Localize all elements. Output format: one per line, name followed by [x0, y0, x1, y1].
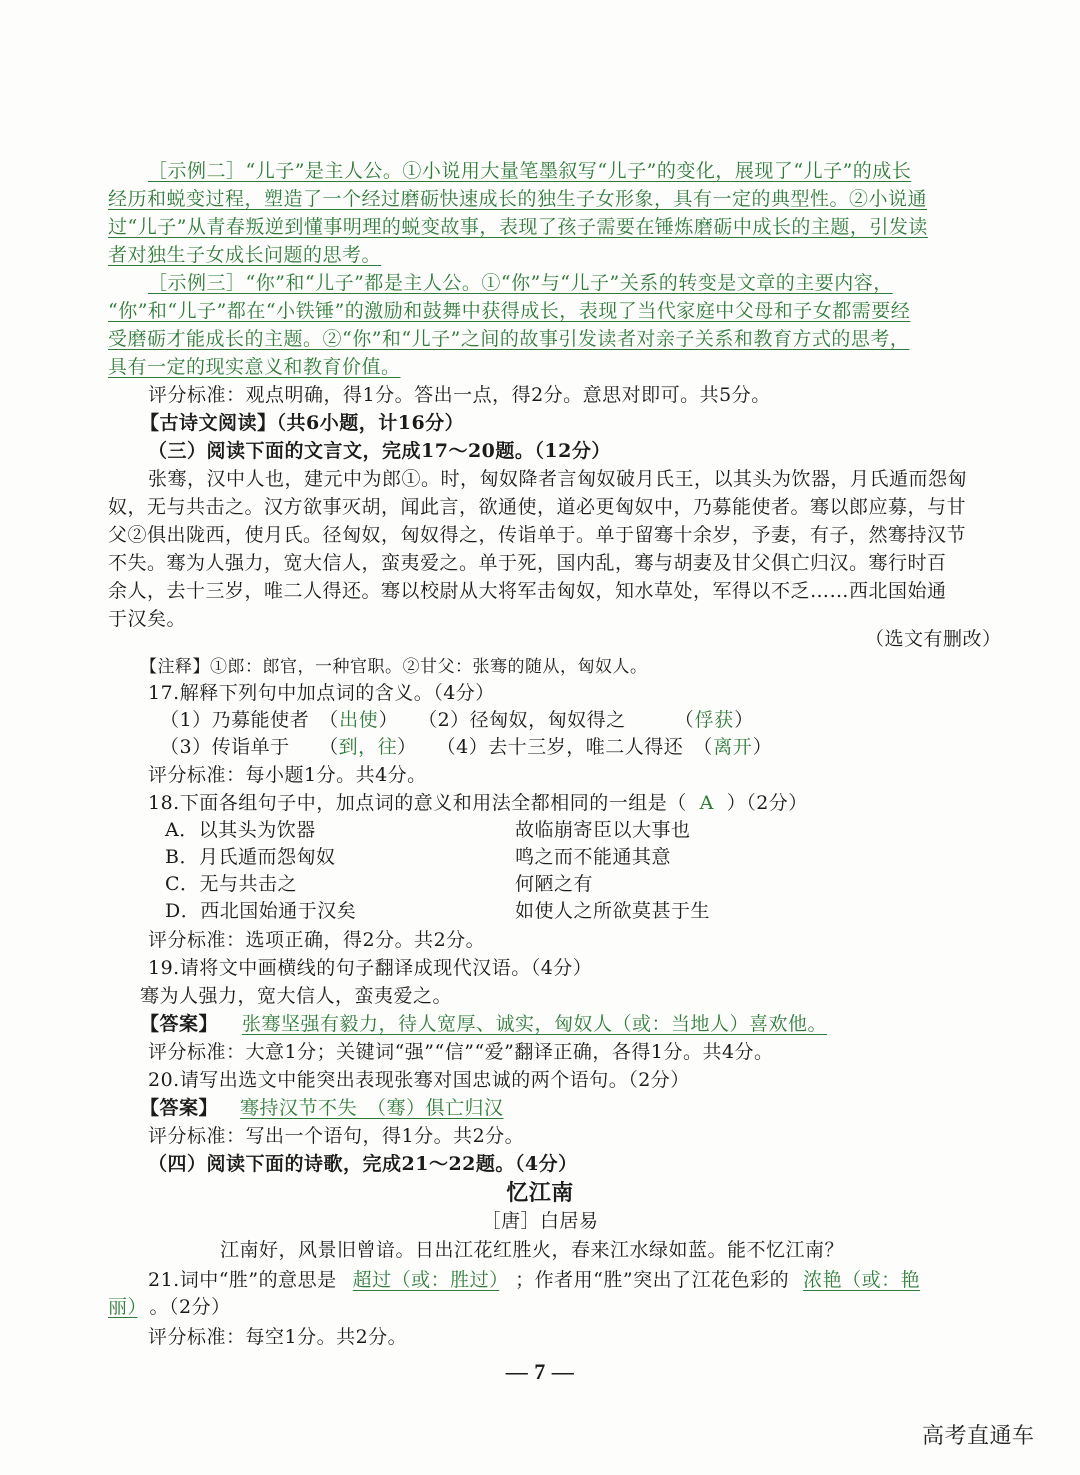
q21-text-2: ；作者用“胜”突出了江花色彩的	[515, 1269, 790, 1291]
example-two-line-4: 者对独生子女成长问题的思考。	[108, 244, 382, 266]
question-21	[148, 1267, 920, 1294]
example-two-line-3: 过“儿子”从青春叛逆到懂事明理的蜕变故事，表现了孩子需要在锤炼磨砺中成长的主题，引发读	[108, 216, 928, 238]
scoring-standard-q18: 评分标准：选项正确，得2分。共2分。	[148, 929, 486, 951]
passage-line-5: 余人，去十三岁，唯二人得还。骞以校尉从大将军击匈奴，知水草处，军得以不乏……西北国始通	[108, 580, 947, 602]
scoring-standard-q19: 评分标准：大意1分；关键词“强”“信”“爱”翻译正确，各得1分。共4分。	[148, 1041, 774, 1063]
poem-text: 江南好，风景旧曾谙。日出江花红胜火，春来江水绿如蓝。能不忆江南？	[220, 1239, 845, 1261]
poem-author: ［唐］白居易	[481, 1210, 599, 1232]
q20-answer-line	[140, 1095, 524, 1122]
example-three-line-1: ［示例三］“你”和“儿子”都是主人公。①“你”与“儿子”关系的转变是文章的主要内容，	[148, 272, 893, 294]
question-18	[148, 790, 808, 817]
q17-answer-1: 出使	[339, 709, 379, 731]
q21-answer-2: 浓艳（或：艳	[803, 1269, 921, 1291]
question-17: 17.解释下列句中加点词的含义。（4分）	[148, 682, 495, 704]
passage-line-1: 张骞，汉中人也，建元中为郎①。时，匈奴降者言匈奴破月氏王，以其头为饮器，月氏遁而怨匈	[148, 468, 968, 490]
scoring-standard-q21: 评分标准：每空1分。共2分。	[148, 1326, 408, 1348]
q19-answer-line	[140, 1011, 847, 1038]
q17-items-row-1	[160, 707, 754, 734]
watermark-text: 高考直通车	[922, 1424, 1035, 1449]
passage-line-4: 不失。骞为人强力，宽大信人，蛮夷爱之。单于死，国内乱，骞与胡妻及甘父俱亡归汉。骞行时百	[108, 552, 947, 574]
question-21-cont	[108, 1294, 231, 1321]
q18-option-c-left: C．无与共击之	[165, 873, 298, 895]
question-19: 19.请将文中画横线的句子翻译成现代汉语。（4分）	[148, 957, 593, 979]
q17-item-3: （3）传诣单于 （	[160, 736, 339, 758]
q17-items-row-2	[160, 734, 772, 761]
example-three-line-3: 受磨砺才能成长的主题。②“你”和“儿子”之间的故事引发读者对亲子关系和教育方式的思考，	[108, 328, 910, 350]
example-two-line-1: ［示例二］“儿子”是主人公。①小说用大量笔墨叙写“儿子”的变化，展现了“儿子”的成长	[148, 160, 912, 182]
q19-sentence: 骞为人强力，宽大信人，蛮夷爱之。	[140, 985, 453, 1007]
q17-close-paren: ）	[734, 709, 754, 731]
q18-option-b-right: 鸣之而不能通其意	[515, 846, 672, 868]
example-two-line-2: 经历和蜕变过程，塑造了一个经过磨砺快速成长的独生子女形象，具有一定的典型性。②小说通	[108, 188, 928, 210]
q17-item-2: ） （2）径匈奴，匈奴得之 （	[378, 709, 695, 731]
q18-option-a-right: 故临崩寄臣以大事也	[515, 819, 691, 841]
section-three-heading: （三）阅读下面的文言文，完成17～20题。（12分）	[148, 440, 611, 462]
q17-item-4: ） （4）去十三岁，唯二人得还 （	[397, 736, 713, 758]
q19-answer: 张骞坚强有毅力，待人宽厚、诚实，匈奴人（或：当地人）喜欢他。	[242, 1013, 828, 1035]
q18-option-d-right: 如使人之所欲莫甚于生	[515, 900, 711, 922]
annotation-note: 【注释】①郎：郎官，一种官职。②甘父：张骞的随从，匈奴人。	[140, 657, 648, 677]
q21-text-1: 21.词中“胜”的意思是	[148, 1269, 337, 1291]
question-20: 20.请写出选文中能突出表现张骞对国忠诚的两个语句。（2分）	[148, 1069, 690, 1091]
q21-answer-2-cont: 丽）	[108, 1296, 138, 1318]
example-three-line-2: “你”和“儿子”都在“小铁锤”的激励和鼓舞中获得成长，表现了当代家庭中父母和子女都需要经	[108, 300, 911, 322]
answer-label: 【答案】	[140, 1013, 219, 1035]
answer-label-2: 【答案】	[140, 1097, 219, 1119]
q17-answer-4: 离开	[713, 736, 753, 758]
poem-title: 忆江南	[506, 1181, 574, 1206]
q21-score: 。（2分）	[149, 1296, 231, 1318]
q18-option-d-left: D．西北国始通于汉矣	[165, 900, 357, 922]
scoring-standard-q17: 评分标准：每小题1分。共4分。	[148, 764, 427, 786]
q17-item-1: （1）乃募能使者 （	[160, 709, 339, 731]
source-note: （选文有删改）	[865, 628, 1002, 650]
section-heading-classical: 【古诗文阅读】（共6小题，计16分）	[140, 412, 465, 434]
example-three-line-4: 具有一定的现实意义和教育价值。	[108, 356, 401, 378]
q18-text: 18.下面各组句子中，加点词的意义和用法全都相同的一组是（	[148, 792, 687, 814]
q17-answer-2: 俘获	[694, 709, 734, 731]
passage-line-2: 奴，无与共击之。汉方欲事灭胡，闻此言，欲通使，道必更匈奴中，乃募能使者。骞以郎应募，与甘	[108, 496, 967, 518]
q18-option-b-left: B．月氏遁而怨匈奴	[165, 846, 336, 868]
passage-line-3: 父②俱出陇西，使月氏。径匈奴，匈奴得之，传诣单于。单于留骞十余岁，予妻，有子，然骞持汉节	[108, 524, 967, 546]
q18-answer: A	[699, 792, 714, 814]
q18-option-c-right: 何陋之有	[515, 873, 594, 895]
scoring-standard-q16: 评分标准：观点明确，得1分。答出一点，得2分。意思对即可。共5分。	[148, 384, 771, 406]
q17-close-paren-2: ）	[752, 736, 773, 758]
q21-answer-1: 超过（或：胜过）	[352, 1269, 500, 1291]
q20-answer: 骞持汉节不失 （骞）俱亡归汉	[240, 1097, 504, 1119]
q18-option-a-left: A．以其头为饮器	[165, 819, 316, 841]
page-number: — 7 —	[505, 1359, 575, 1384]
q17-answer-3: 到，往	[338, 736, 398, 758]
passage-line-6: 于汉矣。	[108, 608, 187, 630]
section-four-heading: （四）阅读下面的诗歌，完成21～22题。（4分）	[148, 1153, 578, 1175]
q18-score: ）（2分）	[726, 792, 808, 814]
scoring-standard-q20: 评分标准：写出一个语句，得1分。共2分。	[148, 1125, 525, 1147]
